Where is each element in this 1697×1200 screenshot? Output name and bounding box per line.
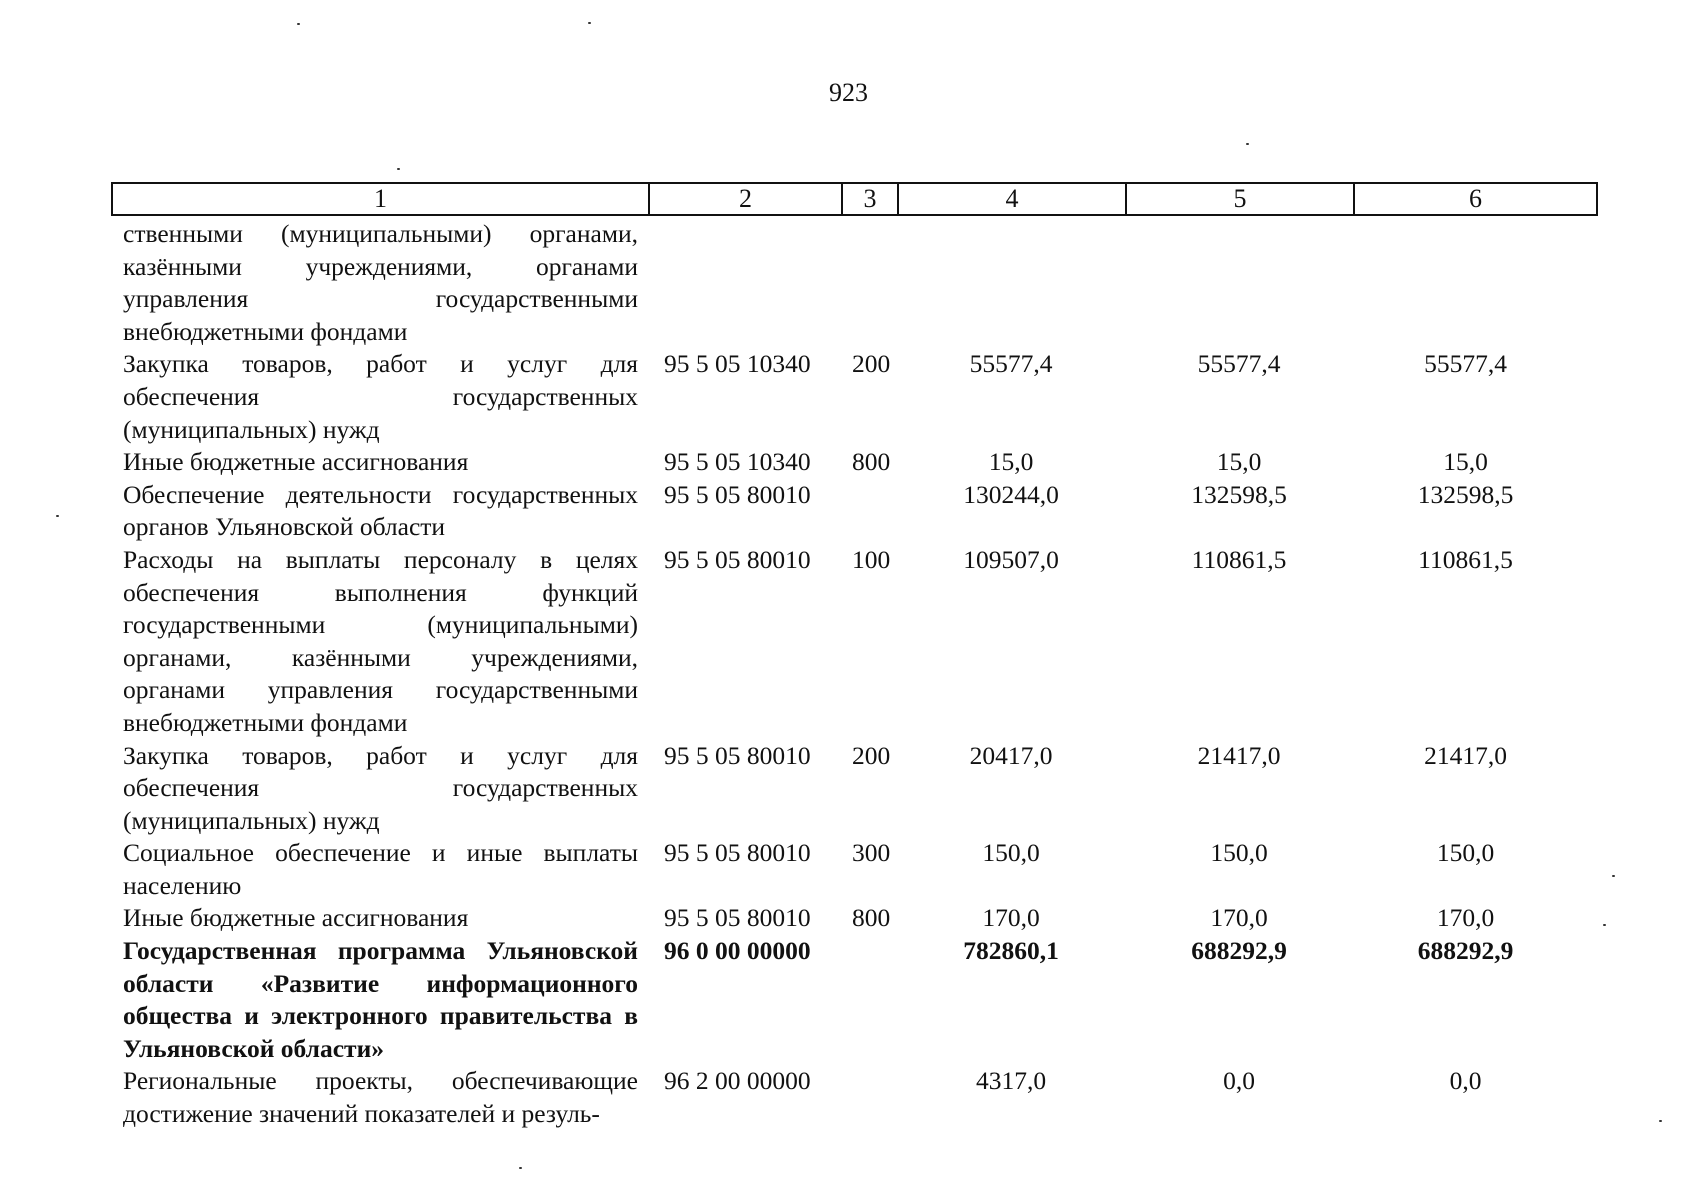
budget-rows — [111, 218, 1596, 1131]
row-value-5: 110861,5 — [1191, 544, 1287, 574]
scan-speck — [1659, 1120, 1662, 1122]
table-row — [111, 446, 1596, 479]
row-code: 96 2 00 00000 — [664, 1066, 811, 1096]
scan-speck — [1246, 143, 1249, 145]
table-row — [111, 218, 1596, 348]
column-header-1: 1 — [112, 183, 649, 215]
row-value-5: 0,0 — [1223, 1066, 1255, 1096]
row-value-4 — [897, 218, 1125, 348]
row-type — [841, 935, 897, 1065]
scan-speck — [1612, 875, 1615, 877]
row-value-6: 170,0 — [1436, 903, 1495, 933]
row-type — [841, 218, 897, 348]
table-row — [111, 740, 1596, 838]
row-type — [841, 1065, 897, 1130]
row-value-6: 55577,4 — [1424, 349, 1507, 379]
column-header-4: 4 — [898, 183, 1126, 215]
row-value-5: 132598,5 — [1191, 479, 1287, 509]
row-value-5: 150,0 — [1210, 838, 1268, 868]
row-name: Закупка товаров, работ и услуг для обеспечения государственных (муниципальных) нужд — [123, 740, 638, 835]
row-value-6: 15,0 — [1443, 447, 1488, 477]
row-name: Социальное обеспечение и иные выплаты населению — [123, 838, 638, 900]
row-type: 200 — [852, 349, 891, 379]
row-value-6: 0,0 — [1449, 1066, 1482, 1096]
row-value-6: 110861,5 — [1418, 544, 1513, 574]
scan-speck — [1603, 924, 1606, 926]
column-header-row — [112, 183, 1597, 215]
scan-speck — [56, 515, 59, 517]
row-value-6: 132598,5 — [1417, 479, 1514, 509]
row-value-6: 150,0 — [1436, 838, 1495, 868]
table-row — [111, 479, 1596, 544]
row-code: 95 5 05 10340 — [664, 447, 811, 477]
row-type: 300 — [852, 838, 891, 868]
table-row-program-total — [111, 935, 1596, 1065]
table-row — [111, 1065, 1596, 1130]
row-type: 800 — [852, 903, 891, 933]
scan-speck — [588, 22, 591, 24]
row-value-5: 15,0 — [1216, 447, 1262, 477]
row-type — [841, 479, 897, 544]
row-value-6: 688292,9 — [1417, 936, 1514, 966]
row-value-5: 688292,9 — [1191, 936, 1287, 966]
column-header-3: 3 — [842, 183, 898, 215]
row-value-5: 21417,0 — [1197, 740, 1281, 770]
row-value-4: 15,0 — [988, 447, 1034, 477]
row-code: 95 5 05 80010 — [664, 544, 811, 574]
scan-speck — [519, 1167, 522, 1169]
column-header-2: 2 — [649, 183, 842, 215]
row-type: 200 — [852, 740, 891, 770]
row-code: 95 5 05 80010 — [664, 903, 811, 933]
column-header-table — [111, 182, 1598, 216]
row-type: 100 — [852, 544, 891, 574]
row-code: 96 0 00 00000 — [664, 936, 811, 966]
scan-speck — [397, 168, 400, 170]
row-value-5 — [1125, 218, 1353, 348]
row-value-4: 782860,1 — [963, 936, 1059, 966]
row-value-4: 130244,0 — [963, 479, 1059, 509]
row-value-4: 170,0 — [982, 903, 1040, 933]
row-name: Государственная программа Ульяновской области «Развитие информационного общества и электронного правительства в Ульяновской области» — [123, 936, 638, 1063]
row-name: Иные бюджетные ассигнования — [123, 447, 469, 477]
row-name: ственными (муниципальными) органами, казёнными учреждениями, органами управления государственными внебюджетными фондами — [123, 219, 638, 346]
row-code — [648, 218, 841, 348]
row-name: Региональные проекты, обеспечивающие достижение значений показателей и резуль- — [123, 1066, 638, 1129]
row-code: 95 5 05 80010 — [664, 838, 811, 868]
row-value-6: 21417,0 — [1424, 740, 1507, 770]
row-name: Обеспечение деятельности государственных органов Ульяновской области — [123, 479, 638, 542]
row-name: Иные бюджетные ассигнования — [123, 903, 469, 933]
scan-speck — [297, 23, 300, 25]
page-number: 923 — [829, 78, 868, 107]
row-value-4: 109507,0 — [963, 544, 1059, 574]
row-type: 800 — [852, 447, 891, 477]
row-value-4: 4317,0 — [975, 1066, 1047, 1096]
table-row — [111, 902, 1596, 935]
table-row — [111, 544, 1596, 740]
row-value-5: 170,0 — [1210, 903, 1268, 933]
row-value-4: 55577,4 — [969, 349, 1053, 379]
column-header-5: 5 — [1126, 183, 1354, 215]
row-code: 95 5 05 80010 — [664, 479, 811, 509]
table-row — [111, 348, 1596, 446]
column-header-6: 6 — [1354, 183, 1597, 215]
table-row — [111, 837, 1596, 902]
row-code: 95 5 05 80010 — [664, 740, 811, 770]
row-name: Закупка товаров, работ и услуг для обеспечения государственных (муниципальных) нужд — [123, 349, 638, 444]
row-value-4: 20417,0 — [969, 740, 1053, 770]
row-value-4: 150,0 — [982, 838, 1040, 868]
row-value-5: 55577,4 — [1197, 349, 1281, 379]
row-code: 95 5 05 10340 — [664, 349, 811, 379]
row-value-6 — [1353, 218, 1578, 348]
row-name: Расходы на выплаты персоналу в целях обеспечения выполнения функций государственными (муниципальными) органами, казёнными учреждениями, органами управления государственными внебюджетными фондами — [123, 544, 638, 737]
